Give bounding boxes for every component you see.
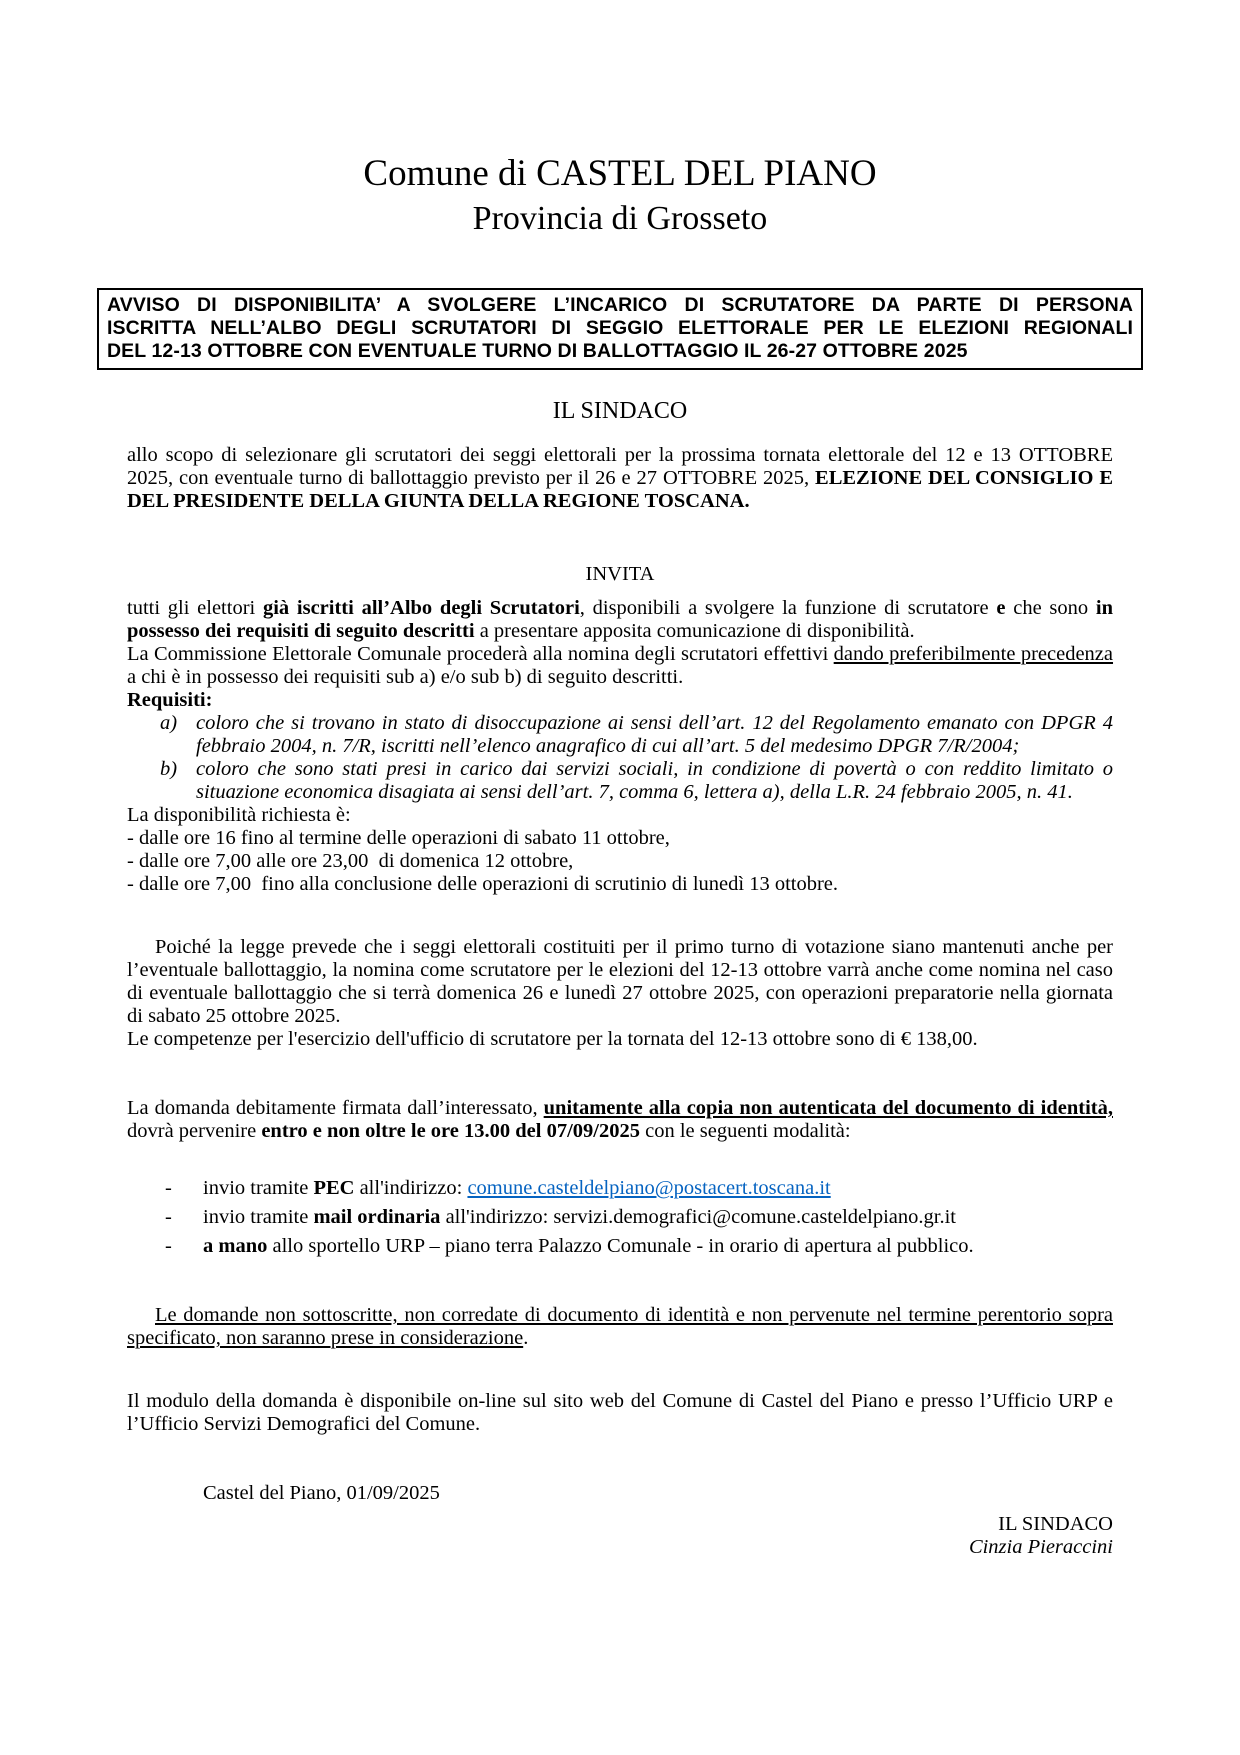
- commission-paragraph: [127, 643, 1113, 689]
- requirement-item-a-marker: a): [160, 712, 178, 734]
- text-segment: a chi è in possesso dei requisiti sub a) e/o sub b) di seguito descritti.: [127, 666, 684, 688]
- requirement-item-b-marker: b): [160, 758, 178, 780]
- text-segment: La domanda debitamente firmata dall’interessato,: [127, 1097, 544, 1119]
- text-segment: già iscritti all’Albo degli Scrutatori: [262, 597, 580, 619]
- fees-paragraph: [127, 1028, 1113, 1051]
- text-segment: Castel del Piano, 01/09/2025: [203, 1482, 440, 1504]
- text-segment: - dalle ore 7,00 alle ore 23,00 di domenica 12 ottobre,: [127, 850, 574, 872]
- text-segment: a presentare apposita comunicazione di disponibilità.: [474, 620, 915, 642]
- document-body: [127, 397, 1113, 1559]
- text-segment: entro e non oltre le ore 13.00 del 07/09/2025: [261, 1120, 640, 1142]
- requirement-item-a: [127, 712, 1113, 758]
- delivery-item-pec: [127, 1177, 1113, 1200]
- pec-email-link[interactable]: comune.casteldelpiano@postacert.toscana.it: [467, 1177, 831, 1199]
- text-segment: coloro che sono stati presi in carico dai servizi sociali, in condizione di povertà o con reddito limitato o situazione economica disagiata ai sensi dell’art. 7, comma 6, lettera a), della L.R. 24 febbraio 2005, n. 41.: [196, 758, 1113, 803]
- availability-line-2: [127, 850, 1113, 873]
- requirement-item-b-text: [196, 758, 1113, 804]
- text-segment: , disponibili a svolgere la funzione di scrutatore: [579, 597, 997, 619]
- text-segment: Le competenze per l'esercizio dell'ufficio di scrutatore per la tornata del 12-13 ottobre sono di € 138,00.: [127, 1028, 978, 1050]
- document-header: [127, 150, 1113, 240]
- sindaco-heading: [127, 397, 1113, 425]
- invita-heading: [127, 563, 1113, 586]
- electors-paragraph: [127, 597, 1113, 643]
- date-line: [127, 1482, 1113, 1505]
- text-segment: a mano: [203, 1235, 268, 1257]
- text-segment: INVITA: [585, 563, 655, 585]
- notice-box-line: ISCRITTA NELL’ALBO DEGLI SCRUTATORI DI SEGGIO ELETTORALE PER LE ELEZIONI REGIONALI: [107, 317, 1133, 339]
- availability-line-3: [127, 873, 1113, 896]
- text-segment: dando preferibilmente precedenza: [833, 643, 1114, 665]
- document-subtitle: Provincia di Grosseto: [472, 200, 768, 237]
- delivery-item-mail-marker: -: [165, 1206, 172, 1228]
- text-segment: Poiché la legge prevede che i seggi elettorali costituiti per il primo turno di votazione siano mantenuti anche per l’eventuale ballottaggio, la nomina come scrutatore per le elezioni del 12-13 ottobre varrà anche come nomina nel caso di eventuale ballottaggio che si terrà domenica 26 e lunedì 27 ottobre 2025, con operazioni preparatorie nella giornata di sabato 25 ottobre 2025.: [127, 936, 1113, 1027]
- text-segment: all'indirizzo: servizi.demografici@comune.casteldelpiano.gr.it: [440, 1206, 956, 1228]
- notice-box: [97, 288, 1143, 370]
- delivery-item-hand: [127, 1235, 1113, 1258]
- text-segment: coloro che si trovano in stato di disoccupazione ai sensi dell’art. 12 del Regolamento emanato con DPGR 4 febbraio 2004, n. 7/R, iscritti nell’elenco anagrafico di cui all’art. 5 del medesimo DPGR 7/R/2004;: [196, 712, 1113, 757]
- signature-block: [127, 1513, 1113, 1559]
- text-segment: allo sportello URP – piano terra Palazzo Comunale - in orario di apertura al pubblico.: [267, 1235, 974, 1257]
- application-paragraph: [127, 1097, 1113, 1143]
- signature-role: IL SINDACO: [998, 1513, 1113, 1535]
- text-segment: - dalle ore 16 fino al termine delle operazioni di sabato 11 ottobre,: [127, 827, 670, 849]
- delivery-item-mail: [127, 1206, 1113, 1229]
- text-segment: Il modulo della domanda è disponibile on-line sul sito web del Comune di Castel del Piano e presso l’Ufficio URP e l’Ufficio Servizi Demografici del Comune.: [127, 1390, 1113, 1435]
- text-segment: Requisiti:: [127, 689, 213, 711]
- delivery-item-hand-marker: -: [165, 1235, 172, 1257]
- text-segment: - dalle ore 7,00 fino alla conclusione delle operazioni di scrutinio di lunedì 13 ottobre.: [127, 873, 839, 895]
- delivery-item-pec-marker: -: [165, 1177, 172, 1199]
- text-segment: IL SINDACO: [552, 398, 688, 424]
- text-segment: tutti gli elettori: [127, 597, 263, 619]
- delivery-item-mail-text: [203, 1206, 1113, 1229]
- requirement-item-b: [127, 758, 1113, 804]
- requirement-item-a-text: [196, 712, 1113, 758]
- form-info-paragraph: [127, 1390, 1113, 1436]
- text-segment: invio tramite: [203, 1177, 314, 1199]
- text-segment: che sono: [1005, 597, 1096, 619]
- availability-intro: [127, 804, 1113, 827]
- text-segment: La disponibilità richiesta è:: [127, 804, 351, 826]
- document-title: Comune di CASTEL DEL PIANO: [363, 153, 877, 194]
- text-segment: con le seguenti modalità:: [639, 1120, 851, 1142]
- text-segment: allo scopo di selezionare gli scrutatori dei seggi elettorali per la prossima tornata elettorale del 12 e 13 OTTOBRE 2025, con eventuale turno di ballottaggio previsto per il 26 e 27 OTTOBRE 2025,: [127, 444, 1113, 489]
- rejection-paragraph: [127, 1304, 1113, 1350]
- ballot-paragraph: [127, 936, 1113, 1028]
- text-segment: Le domande non sottoscritte, non corredate di documento di identità e non pervenute nel termine perentorio sopra specificato, non saranno prese in considerazione: [127, 1304, 1113, 1349]
- text-segment: in possesso dei requisiti di seguito descritti: [127, 597, 1113, 642]
- requisiti-label: [127, 689, 1113, 712]
- delivery-item-hand-text: [203, 1235, 1113, 1258]
- notice-box-line: AVVISO DI DISPONIBILITA’ A SVOLGERE L’INCARICO DI SCRUTATORE DA PARTE DI PERSONA: [107, 294, 1133, 316]
- text-segment: unitamente alla copia non autenticata del documento di identità,: [543, 1097, 1113, 1119]
- text-segment: invio tramite: [203, 1206, 314, 1228]
- text-segment: all'indirizzo:: [354, 1177, 468, 1199]
- delivery-item-pec-text: [203, 1177, 1113, 1200]
- intro-paragraph: [127, 444, 1113, 513]
- text-segment: .: [523, 1327, 529, 1349]
- text-segment: dovrà pervenire: [127, 1120, 262, 1142]
- availability-line-1: [127, 827, 1113, 850]
- notice-box-line: DEL 12-13 OTTOBRE CON EVENTUALE TURNO DI BALLOTTAGGIO IL 26-27 OTTOBRE 2025: [107, 340, 968, 362]
- text-segment: PEC: [313, 1177, 355, 1199]
- text-segment: La Commissione Elettorale Comunale procederà alla nomina degli scrutatori effettivi: [127, 643, 834, 665]
- text-segment: ELEZIONE DEL CONSIGLIO E DEL PRESIDENTE DELLA GIUNTA DELLA REGIONE TOSCANA.: [127, 467, 1114, 512]
- text-segment: e: [996, 597, 1006, 619]
- text-segment: mail ordinaria: [313, 1206, 441, 1228]
- signature-name: Cinzia Pieraccini: [968, 1536, 1113, 1558]
